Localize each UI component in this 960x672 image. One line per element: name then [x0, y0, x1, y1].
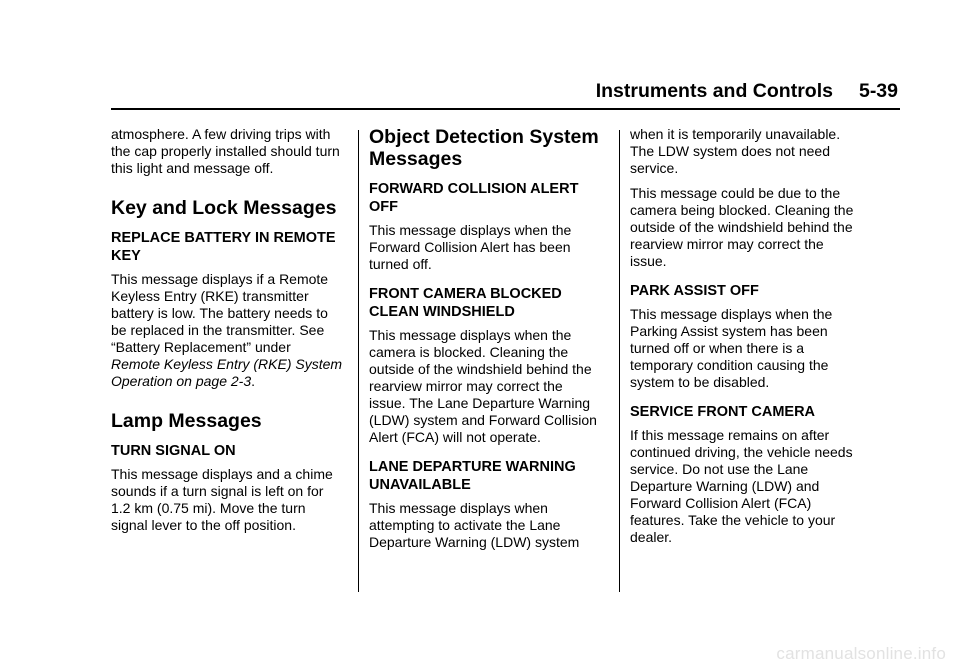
lamp-messages-heading: Lamp Messages	[111, 410, 262, 432]
column-divider-left	[358, 130, 359, 592]
object-detection-heading: Object Detection System Messages	[369, 126, 599, 170]
camera-blocked-heading: FRONT CAMERA BLOCKED CLEAN WINDSHIELD	[369, 286, 562, 320]
service-camera-paragraph: If this message remains on after continued driving, the vehicle needs service. Do not use the Lane Departure Warning (LDW) and Forward Collision Alert (FCA) features. Take the vehicle to your dealer.	[630, 427, 853, 545]
ldw-continuation-paragraph: when it is temporarily unavailable. The LDW system does not need service.	[630, 126, 841, 176]
column-divider-right	[619, 130, 620, 592]
section-title: Instruments and Controls	[595, 80, 833, 102]
replace-battery-text: This message displays if a Remote Keyless Entry (RKE) transmitter battery is low. The battery needs to be replaced in the transmitter. See “Battery Replacement” under	[111, 271, 329, 355]
column-right	[630, 126, 864, 554]
ldw-unavailable-paragraph: This message displays when attempting to activate the Lane Departure Warning (LDW) system	[369, 500, 580, 550]
fca-off-heading: FORWARD COLLISION ALERT OFF	[369, 181, 579, 215]
camera-blocked-note: This message could be due to the camera being blocked. Cleaning the outside of the windshield behind the rearview mirror may correct the issue.	[630, 185, 854, 269]
column-middle	[369, 126, 603, 559]
watermark: carmanualsonline.info	[776, 644, 946, 663]
header-rule	[111, 108, 900, 110]
page-header	[596, 80, 898, 103]
turn-signal-paragraph: This message displays and a chime sounds if a turn signal is left on for 1.2 km (0.75 mi). Move the turn signal lever to the off position.	[111, 466, 333, 533]
page-number: 5-39	[858, 80, 898, 102]
rke-reference: Remote Keyless Entry (RKE) System Operation on page 2-3	[111, 356, 343, 389]
park-assist-heading: PARK ASSIST OFF	[630, 283, 759, 299]
fca-off-paragraph: This message displays when the Forward Collision Alert has been turned off.	[369, 222, 572, 272]
replace-battery-paragraph	[111, 271, 345, 390]
camera-blocked-paragraph: This message displays when the camera is blocked. Cleaning the outside of the windshield behind the rearview mirror may correct the issue. The Lane Departure Warning (LDW) system and Forward Collision Alert (FCA) will not operate.	[369, 327, 597, 445]
key-lock-heading: Key and Lock Messages	[111, 197, 337, 219]
service-camera-heading: SERVICE FRONT CAMERA	[630, 404, 816, 420]
turn-signal-heading: TURN SIGNAL ON	[111, 443, 236, 459]
park-assist-paragraph: This message displays when the Parking Assist system has been turned off or when there is a temporary condition causing the system to be disabled.	[630, 306, 833, 390]
column-left	[111, 126, 345, 542]
replace-battery-heading: REPLACE BATTERY IN REMOTE KEY	[111, 230, 336, 264]
ldw-unavailable-heading: LANE DEPARTURE WARNING UNAVAILABLE	[369, 459, 576, 493]
intro-paragraph: atmosphere. A few driving trips with the cap properly installed should turn this light and message off.	[111, 126, 340, 176]
reference-period: .	[251, 373, 255, 389]
